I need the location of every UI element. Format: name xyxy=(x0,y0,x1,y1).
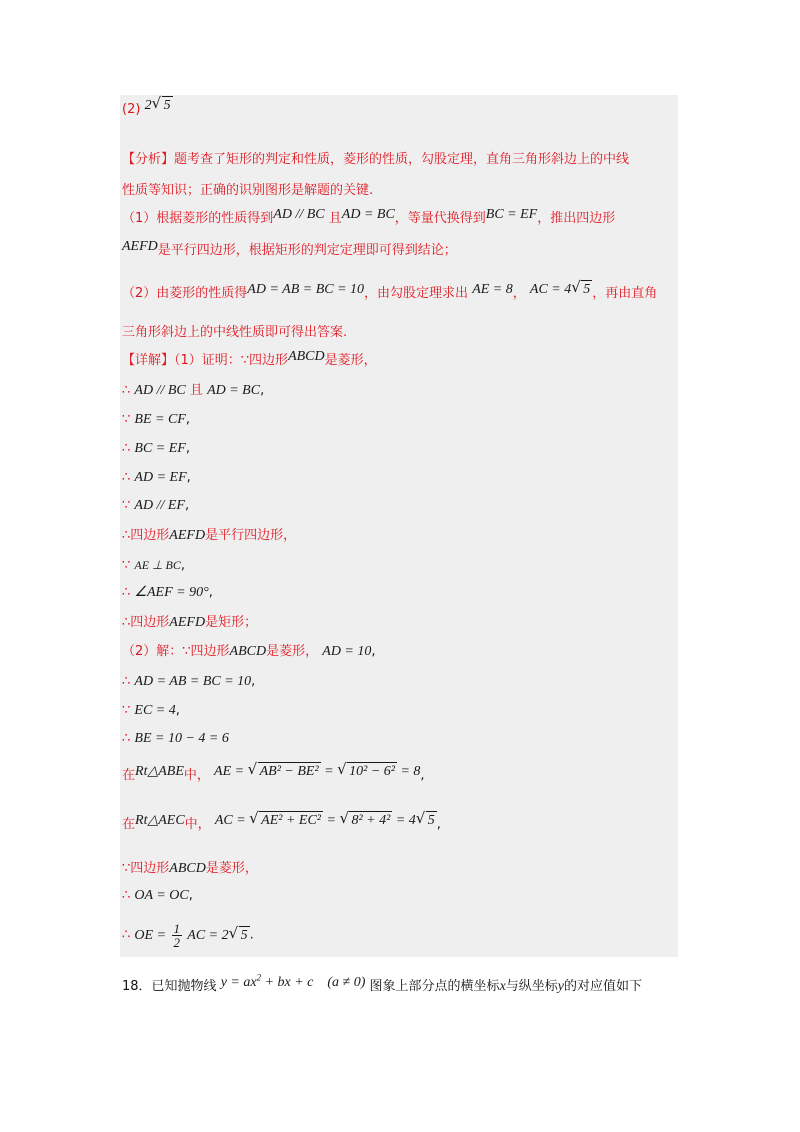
radicand: 5 xyxy=(427,813,435,828)
math: AE = 8 xyxy=(472,282,513,297)
therefore-symbol: ∴ xyxy=(122,383,131,398)
math: ABCD xyxy=(288,349,325,364)
analysis-text: 性质等知识；正确的识别图形是解题的关键. xyxy=(122,183,374,198)
math: AE ⊥ BC xyxy=(134,558,181,572)
analysis-line-5 xyxy=(122,284,657,303)
text: 四边形 xyxy=(130,615,170,630)
text: ，再由直角 xyxy=(592,286,658,301)
math: OA = OC xyxy=(134,888,189,903)
because-symbol: ∵ xyxy=(122,498,131,513)
detail-line-18 xyxy=(122,887,193,905)
math: Rt△AEC xyxy=(135,813,185,828)
math: ABCD xyxy=(169,861,206,876)
therefore-symbol: ∴ xyxy=(122,731,131,746)
text: 且 xyxy=(328,211,342,226)
equation: AC = √ AE² + EC² = √ 8² + 4² = 4√ 5 xyxy=(215,813,437,828)
text: 四边形 xyxy=(130,528,170,543)
therefore-symbol: ∴ xyxy=(122,674,131,689)
math: BE = CF xyxy=(134,412,186,427)
text: 是菱形， xyxy=(266,644,319,659)
punct: , xyxy=(185,441,191,456)
because-symbol: ∵ xyxy=(122,558,131,573)
analysis-line-1 xyxy=(122,151,629,169)
punct: , xyxy=(185,412,191,427)
math-part: = 4 xyxy=(395,813,416,828)
detail-line-6 xyxy=(122,497,189,515)
math: BC = EF xyxy=(134,441,186,456)
analysis-line-3 xyxy=(122,207,616,228)
radicand: AB² − BE² xyxy=(259,764,319,779)
text: 三角形斜边上的中线性质即可得出答案. xyxy=(122,325,348,340)
punct: , xyxy=(184,498,190,513)
detail-line-1 xyxy=(122,349,377,370)
detail-tag: 【详解】 xyxy=(122,353,175,368)
answer-value: 2√ 5 xyxy=(145,98,173,113)
radicand: 5 xyxy=(240,927,248,943)
math-part: OE = xyxy=(134,927,167,943)
therefore-symbol: ∴ xyxy=(122,441,131,456)
because-symbol: ∵ xyxy=(122,703,131,718)
therefore-symbol: ∴ xyxy=(122,470,131,485)
detail-line-5 xyxy=(122,469,191,487)
detail-line-16 xyxy=(122,815,441,834)
text: 是平行四边形， xyxy=(205,528,297,543)
numerator: 1 xyxy=(173,921,181,936)
equation xyxy=(134,921,249,950)
question-number: 18．已知抛物线 xyxy=(122,979,217,994)
radicand: 10² − 6² xyxy=(349,764,395,779)
detail-line-14 xyxy=(122,730,229,748)
text: 在 xyxy=(122,768,136,783)
analysis-line-6 xyxy=(122,324,347,342)
radicand: 5 xyxy=(583,282,591,297)
punct: , xyxy=(251,674,256,689)
text: （1）证明：∵四边形 xyxy=(174,353,289,368)
punct: , xyxy=(208,585,213,600)
math: AEFD xyxy=(122,239,158,254)
math: EC = 4 xyxy=(134,703,176,718)
math: AD // EF xyxy=(134,498,185,513)
detail-line-8 xyxy=(122,556,185,575)
text: 中， xyxy=(183,768,210,783)
text: 是平行四边形，根据矩形的判定定理即可得到结论； xyxy=(157,243,457,258)
analysis-text: 题考查了矩形的判定和性质，菱形的性质，勾股定理，直角三角形斜边上的中线 xyxy=(174,152,630,167)
detail-line-2 xyxy=(122,382,264,400)
punct: , xyxy=(436,817,441,832)
math xyxy=(530,282,592,297)
text: 是菱形， xyxy=(324,353,377,368)
punct: , xyxy=(180,558,186,573)
math-part: AC = xyxy=(214,813,246,828)
because-symbol: ∵ xyxy=(122,861,131,876)
math: x xyxy=(499,979,506,994)
math: Rt△ABE xyxy=(135,764,184,779)
punct: , xyxy=(371,644,376,659)
text: 与纵坐标 xyxy=(505,979,558,994)
text: ，由勾股定理求出 xyxy=(364,286,469,301)
therefore-symbol: ∴ xyxy=(122,585,131,600)
text: ，等量代换得到 xyxy=(394,211,486,226)
text: ， xyxy=(512,286,526,301)
fraction xyxy=(172,922,183,949)
math-part: AC = 4 xyxy=(529,282,572,297)
detail-line-13 xyxy=(122,702,180,720)
part2-answer xyxy=(122,100,173,119)
text: 在 xyxy=(122,817,136,832)
punct: . xyxy=(249,927,254,943)
detail-line-15 xyxy=(122,766,425,785)
punct: , xyxy=(175,703,180,718)
detail-line-12 xyxy=(122,673,255,691)
math: AD = 10 xyxy=(322,644,372,659)
math: AD = BC xyxy=(341,207,395,222)
text: ，推出四边形 xyxy=(537,211,616,226)
math: BC = EF xyxy=(485,207,538,222)
because-symbol: ∵ xyxy=(122,412,131,427)
math-part: AC = 2 xyxy=(187,927,229,943)
math: AEFD xyxy=(169,528,206,543)
detail-line-11 xyxy=(122,643,376,661)
math: ∠AEF = 90° xyxy=(134,585,209,600)
math: ABCD xyxy=(229,644,267,659)
math: AD = BC xyxy=(207,383,261,398)
text: 图象上部分点的横坐标 xyxy=(369,979,500,994)
text: （1）根据菱形的性质得到 xyxy=(122,211,274,226)
detail-line-9 xyxy=(122,584,213,602)
detail-line-17 xyxy=(122,860,258,878)
equation: AE = √ AB² − BE² = √ 10² − 6² = 8 xyxy=(214,764,420,779)
text: （2）解：∵四边形 xyxy=(122,644,230,659)
math: AD = AB = BC = 10 xyxy=(247,282,365,297)
math: AD // BC xyxy=(134,383,186,398)
math-part: = 8 xyxy=(400,764,421,779)
part-label: (2) xyxy=(122,102,141,117)
punct: , xyxy=(186,470,191,485)
math: AEFD xyxy=(169,615,206,630)
detail-line-3 xyxy=(122,411,190,429)
text: 是矩形； xyxy=(205,615,258,630)
detail-line-7 xyxy=(122,527,296,545)
math: AD // BC xyxy=(273,207,325,222)
detail-line-19 xyxy=(122,922,254,949)
analysis-line-4 xyxy=(122,239,457,260)
math: BE = 10 − 4 = 6 xyxy=(134,731,229,746)
punct: , xyxy=(188,888,193,903)
math-part: AE = xyxy=(214,764,245,779)
text: 且 xyxy=(189,383,203,398)
text: 四边形 xyxy=(130,861,170,876)
analysis-tag: 【分析】 xyxy=(122,152,175,167)
text: （2）由菱形的性质得 xyxy=(122,286,248,301)
radicand: AE² + EC² xyxy=(261,813,322,828)
therefore-symbol: ∴ xyxy=(122,888,131,903)
detail-line-10 xyxy=(122,614,257,632)
math: AD = EF xyxy=(134,470,187,485)
therefore-symbol: ∴ xyxy=(122,927,131,943)
text: 是菱形， xyxy=(205,861,258,876)
math: AD = AB = BC = 10 xyxy=(134,674,252,689)
question-18 xyxy=(122,972,643,995)
denominator: 2 xyxy=(173,935,181,950)
punct: , xyxy=(260,383,265,398)
math: y xyxy=(557,979,565,994)
punct: , xyxy=(420,768,425,783)
therefore-symbol: ∴ xyxy=(122,528,131,543)
analysis-line-2 xyxy=(122,182,373,200)
text: 中， xyxy=(184,817,211,832)
formula: $y = ax^2$ + bx + c (a ≠ 0) xyxy=(220,972,366,990)
radicand: 8² + 4² xyxy=(351,813,391,828)
detail-line-4 xyxy=(122,440,190,458)
therefore-symbol: ∴ xyxy=(122,615,131,630)
text: 的对应值如下 xyxy=(564,979,643,994)
